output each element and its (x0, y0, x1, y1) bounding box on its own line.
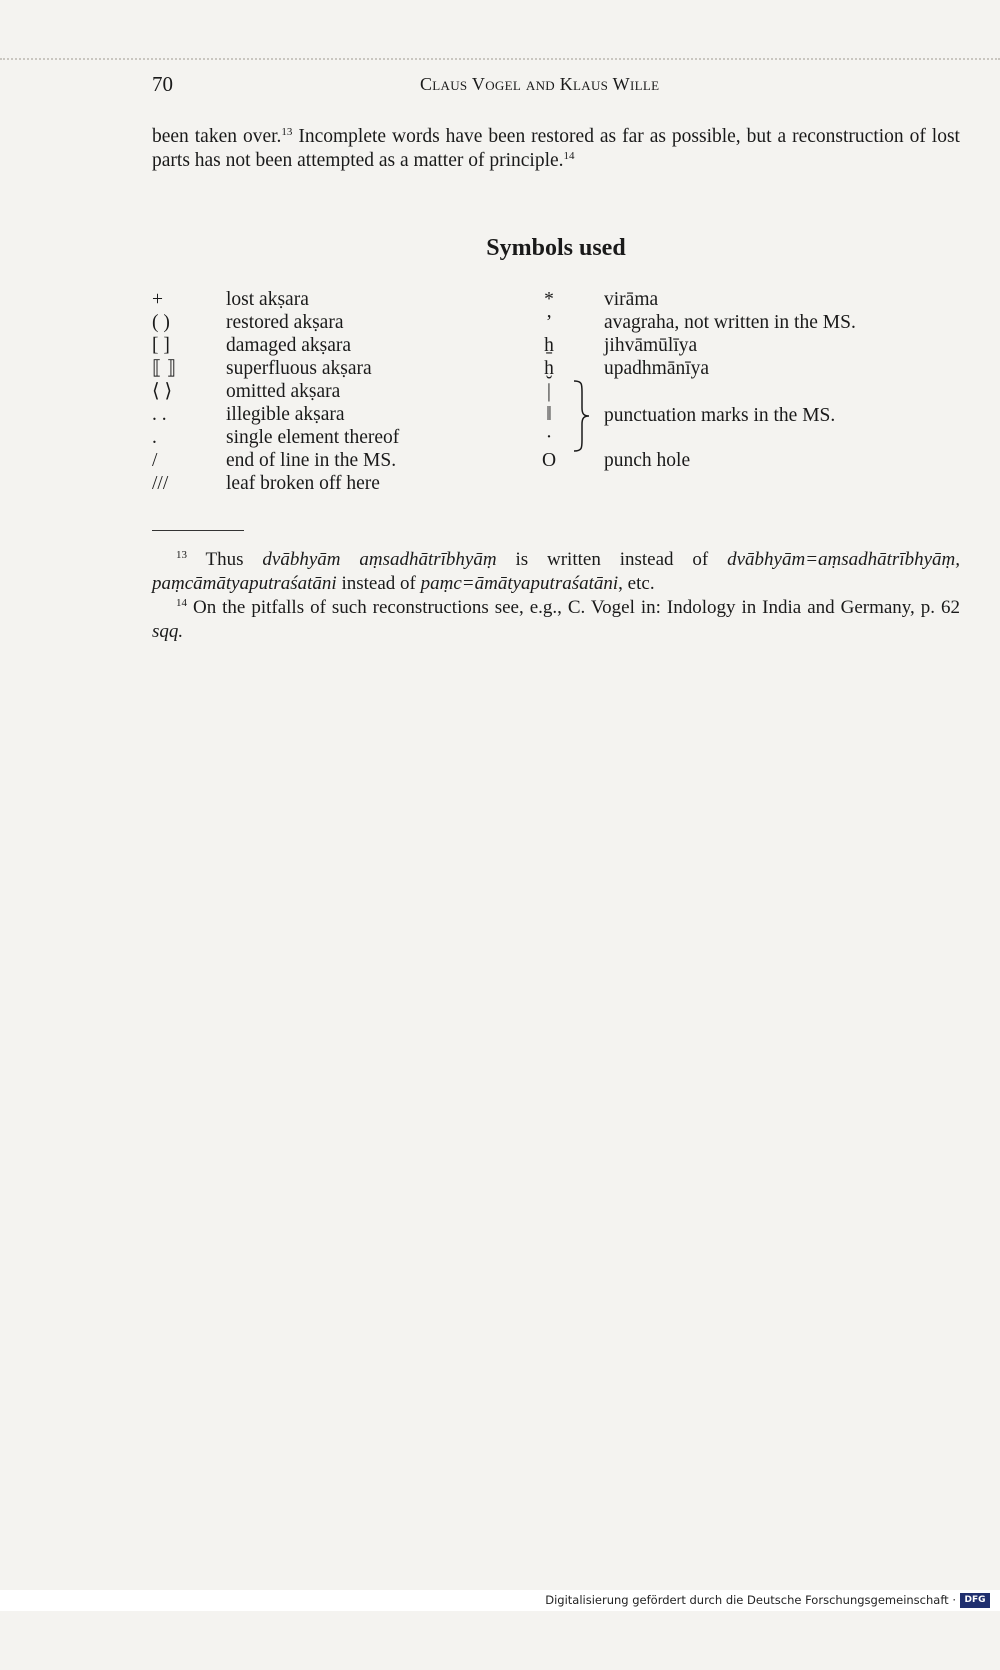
fn-text: is written instead of (496, 549, 728, 570)
footnote-ref-14[interactable]: 14 (563, 150, 575, 162)
footnote-number: 13 (176, 549, 187, 561)
symbol-right-label: punch hole (604, 450, 691, 471)
symbol-label: superfluous akṣara (226, 358, 372, 379)
section-title: Symbols used (486, 235, 626, 261)
symbol: ⟦ ⟧ (152, 358, 177, 379)
symbol-right: O (541, 450, 557, 471)
symbol-right: · (545, 427, 553, 448)
symbol-right-label: jihvāmūlīya (604, 335, 698, 356)
symbol: /// (152, 473, 169, 494)
symbol: + (152, 289, 163, 310)
fn-text: On the pitfalls of such reconstructions see, e.g., C. Vogel in: Indology in India and Germany, p. 62 (187, 597, 960, 618)
body-text-b: Incomplete words have been restored as far as possible, but a reconstruction of lost parts has not been attempted as a matter of principle. (152, 126, 960, 171)
fn-text: , etc. (618, 573, 655, 594)
scan-edge-dots (0, 58, 1000, 62)
symbol: ⟨ ⟩ (152, 381, 173, 402)
symbol-label: omitted akṣara (226, 381, 341, 402)
symbol-right: ‖ (546, 404, 552, 425)
symbol-right: | (547, 381, 551, 402)
symbols-table (152, 288, 960, 498)
punctuation-label: punctuation marks in the MS. (604, 405, 836, 426)
fn-italic: dvābhyām aṃsadhātrībhyāṃ (262, 549, 497, 570)
symbol: [ ] (152, 335, 170, 356)
symbol-label: illegible akṣara (226, 404, 345, 425)
symbol: . (152, 427, 157, 448)
footnote-number: 14 (176, 597, 187, 609)
symbol-label: single element thereof (226, 427, 400, 448)
footnotes (152, 548, 960, 644)
symbol-right-label: virāma (604, 289, 659, 310)
running-head: Claus Vogel and Klaus Wille (420, 74, 660, 94)
body-paragraph (152, 125, 960, 173)
symbol-right-label: upadhmānīya (604, 358, 710, 379)
symbol-right: ḫ (544, 358, 554, 379)
fn-text: instead of (336, 573, 421, 594)
footnote-ref-13[interactable]: 13 (281, 126, 293, 138)
fn-italic: paṃc=āmātyaputraśatāni (420, 573, 619, 594)
symbol-label: lost akṣara (226, 289, 309, 310)
page-number: 70 (152, 72, 173, 96)
symbol: . . (152, 404, 167, 425)
symbol-label: restored akṣara (226, 312, 344, 333)
symbol-label: end of line in the MS. (226, 450, 397, 471)
fn-italic: sqq. (152, 621, 184, 642)
symbol: / (152, 450, 158, 471)
body-text-a: been taken over. (152, 126, 282, 147)
footnote-13 (152, 548, 960, 596)
fn-italic: dvābhyām=aṃsadhātrībhyāṃ, paṃcāmātyaputraśatāni (152, 549, 960, 594)
symbol-right: ẖ (544, 335, 554, 356)
fn-text: Thus (187, 549, 263, 570)
footnote-divider (152, 530, 244, 531)
symbol-right-label: avagraha, not written in the MS. (604, 312, 856, 333)
symbol: ( ) (152, 312, 170, 333)
right-brace-icon (572, 380, 592, 452)
symbol-right: * (544, 289, 554, 310)
footer-credit: Digitalisierung gefördert durch die Deutsche Forschungsgemeinschaft · (545, 1593, 956, 1607)
symbol-right: ’ (545, 312, 553, 333)
dfg-logo[interactable]: DFG (960, 1593, 990, 1608)
symbol-label: leaf broken off here (226, 473, 380, 494)
symbol-label: damaged akṣara (226, 335, 352, 356)
show-through-text (150, 590, 970, 1670)
footnote-14 (152, 596, 960, 644)
